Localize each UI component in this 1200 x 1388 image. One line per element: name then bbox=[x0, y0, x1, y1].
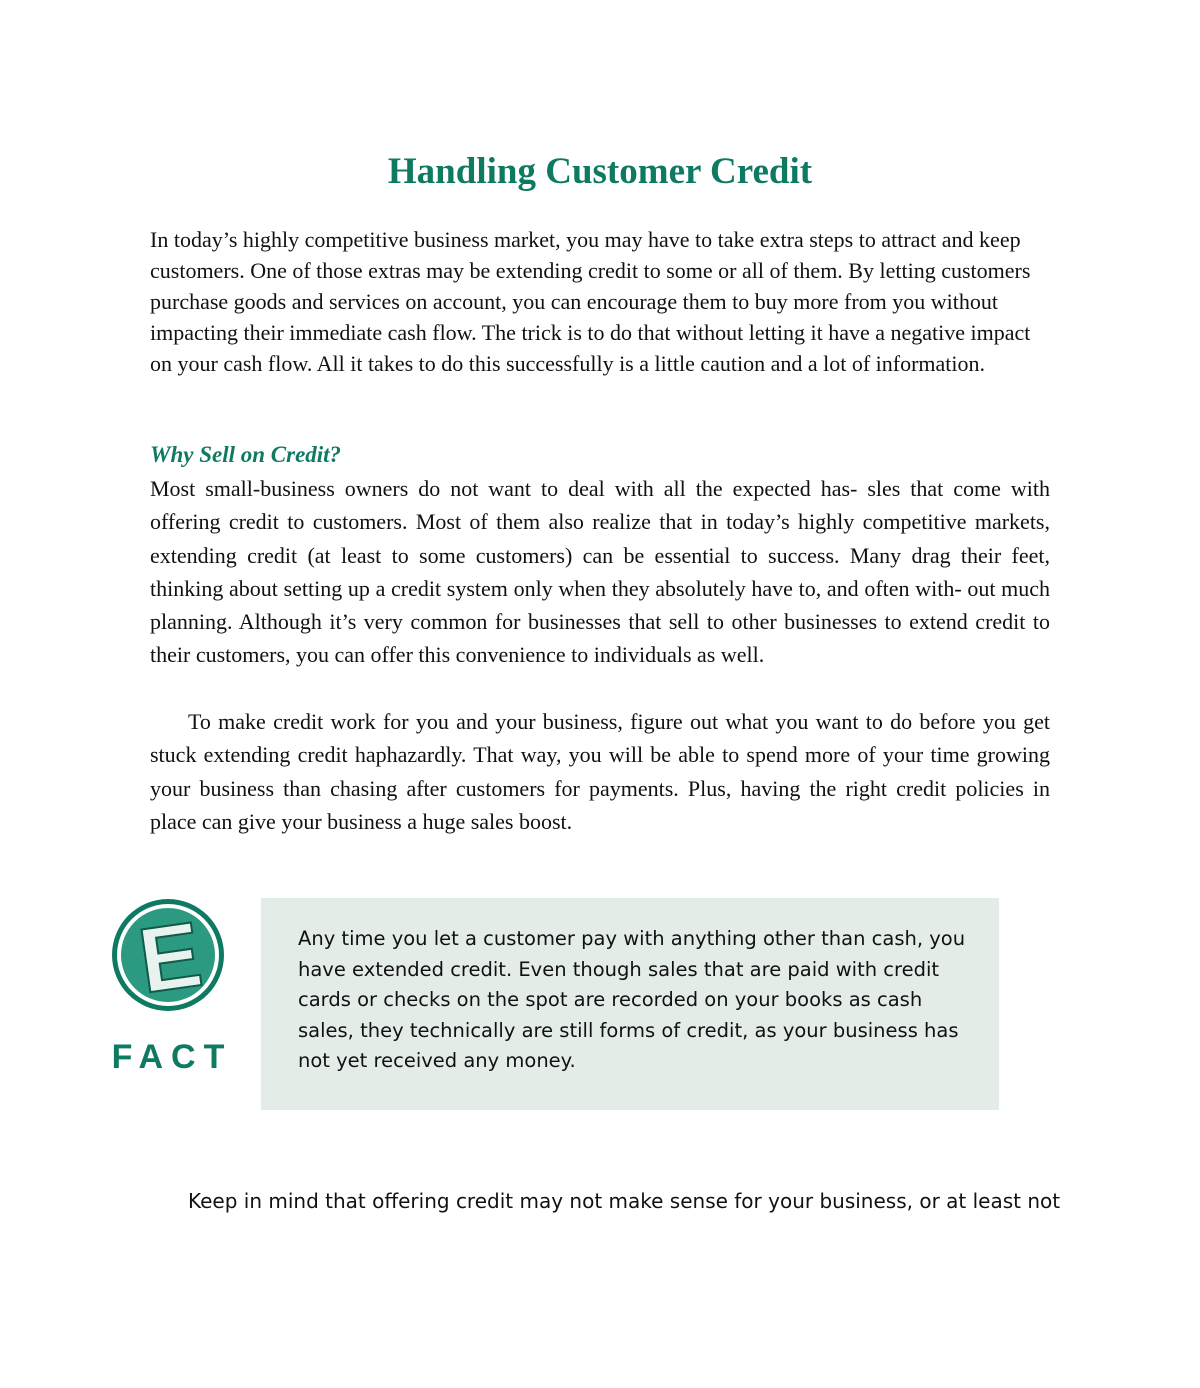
section-paragraph-2: To make credit work for you and your business, figure out what you want to do before you get stuck extending credit haphazardly. That way, you will be able to spend more of your time growing your business than chasing after customers for payments. Plus, having the right credit policies in place can give your business a huge sales boost. bbox=[150, 709, 1050, 834]
fact-e-icon bbox=[108, 896, 236, 1076]
fact-badge-letter: E bbox=[132, 903, 208, 1013]
fact-box bbox=[261, 898, 999, 1110]
intro-paragraph: In today’s highly competitive business market, you may have to take extra steps to attract and keep customers. One of those extras may be extending credit to some or all of them. By letting customers purchase goods and services on account, you can encourage them to buy more from you without impacting their immediate cash flow. The trick is to do that without letting it have a negative impact on your cash flow. All it takes to do this successfully is a little caution and a lot of information. bbox=[150, 227, 1031, 376]
continuation-line: Keep in mind that offering credit may not make sense for your business, or at least not bbox=[188, 1189, 1061, 1213]
fact-text: Any time you let a customer pay with anything other than cash, you have extended credit. Even though sales that are paid with credit cards or checks on the spot are recorded on your books as cash sales, they technically are still forms of credit, as your business has not yet received any money. bbox=[298, 927, 966, 1072]
page-title: Handling Customer Credit bbox=[387, 151, 813, 192]
fact-badge bbox=[108, 896, 236, 1076]
section-heading: Why Sell on Credit? bbox=[150, 442, 342, 467]
fact-badge-label: FACT bbox=[111, 1038, 233, 1076]
section-paragraph-1: Most small-business owners do not want to deal with all the expected has- sles that come with offering credit to customers. Most of them also realize that in today’s highly competitive markets, extending credit (at least to some customers) can be essential to success. Many drag their feet, thinking about setting up a credit system only when they absolutely have to, and often with- out much planning. Although it’s very common for businesses that sell to other businesses to extend credit to their customers, you can offer this convenience to individuals as well. bbox=[150, 476, 1050, 668]
